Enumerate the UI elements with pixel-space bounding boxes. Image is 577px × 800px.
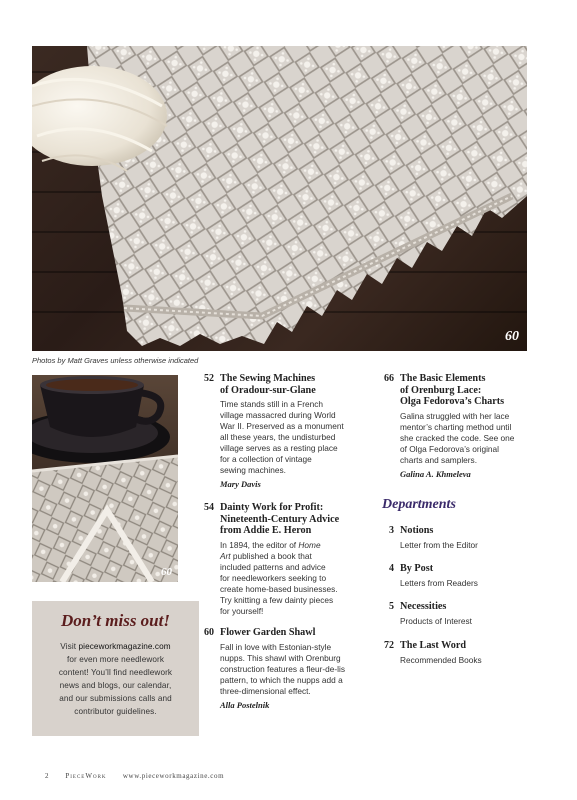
promo-title: Don’t miss out! xyxy=(61,611,170,630)
desc-line: Time stands still in a French xyxy=(220,399,323,409)
toc-page-number: 4 xyxy=(389,563,394,574)
desc-line: of Olga Fedorova’s original xyxy=(400,443,500,454)
desc-line: all these years, the undisturbed xyxy=(220,432,336,442)
toc-description xyxy=(220,642,345,697)
teacup-lace-photo xyxy=(32,375,178,582)
toc-page-number: 52 xyxy=(204,373,214,384)
desc-line: for needleworkers seeking to xyxy=(220,572,327,583)
toc-title: Necessities xyxy=(400,601,447,612)
toc-description xyxy=(220,540,339,617)
desc-line: included patterns and advice xyxy=(220,561,326,572)
hero-page-number: 60 xyxy=(505,329,519,344)
desc-text: In 1894, the editor of xyxy=(220,539,299,550)
desc-text: published a book that xyxy=(230,550,312,561)
toc-author: Alla Postelnik xyxy=(220,699,270,710)
promo-site-link[interactable]: pieceworkmagazine.com xyxy=(78,642,171,651)
desc-line: village massacred during World xyxy=(220,410,336,420)
toc-description xyxy=(400,411,514,466)
promo-line: news and blogs, our calendar, xyxy=(59,681,172,690)
hero-photo xyxy=(32,46,527,351)
desc-line: three-dimensional effect. xyxy=(220,685,311,696)
photo2-page-number: 60 xyxy=(161,566,172,578)
dont-miss-out-box xyxy=(32,601,199,736)
departments-heading: Departments xyxy=(382,497,456,512)
toc-title: The Last Word xyxy=(400,640,467,651)
desc-line: village serves as a resting place xyxy=(220,443,338,453)
toc-page-number: 72 xyxy=(384,640,394,651)
toc-title: The Basic Elements xyxy=(400,373,486,384)
desc-line: sewing machines. xyxy=(220,465,286,475)
footer-magazine-name: PieceWork xyxy=(65,772,107,780)
desc-line: create home-based businesses. xyxy=(220,583,338,594)
toc-title: from Addie E. Heron xyxy=(220,525,312,536)
promo-line: contributor guidelines. xyxy=(74,707,157,716)
desc-italic: Art xyxy=(220,550,231,561)
lace-shawl-illustration xyxy=(32,46,527,351)
desc-line: Galina struggled with her lace xyxy=(400,410,510,421)
toc-description: Letter from the Editor xyxy=(400,539,478,550)
toc-description: Letters from Readers xyxy=(400,577,478,588)
toc-page-number: 5 xyxy=(389,601,394,612)
toc-page-number: 3 xyxy=(389,525,394,536)
photo-credit: Photos by Matt Graves unless otherwise indicated xyxy=(32,356,199,365)
toc-title: of Oradour-sur-Glane xyxy=(220,384,316,396)
promo-body xyxy=(32,640,199,718)
toc-description: Recommended Books xyxy=(400,654,482,665)
teacup-illustration xyxy=(32,375,178,582)
toc-description xyxy=(220,399,344,476)
toc-description: Products of Interest xyxy=(400,615,472,626)
promo-line: and our submissions calls and xyxy=(59,694,172,703)
page-footer xyxy=(45,772,224,780)
toc-author: Galina A. Khmeleva xyxy=(400,468,471,479)
desc-italic: Home xyxy=(298,539,321,550)
desc-line: pattern, to which the nupps add a xyxy=(220,674,343,685)
footer-url[interactable]: www.pieceworkmagazine.com xyxy=(122,772,225,780)
toc-title: Nineteenth-Century Advice xyxy=(220,513,340,525)
promo-line: for even more needlework xyxy=(66,655,165,664)
desc-line: construction features a fleur-de-lis xyxy=(220,663,345,674)
desc-line: she cracked the code. See one xyxy=(400,432,515,443)
toc-title: of Orenburg Lace: xyxy=(400,384,482,396)
desc-line: charts and samplers. xyxy=(400,454,478,465)
toc-page-number: 66 xyxy=(384,373,394,384)
toc-title: Olga Fedorova’s Charts xyxy=(400,396,505,407)
toc-title: Flower Garden Shawl xyxy=(220,627,316,638)
promo-line: content! You’ll find needlework xyxy=(58,668,173,677)
toc-title: By Post xyxy=(400,563,434,574)
desc-line: Try knitting a few dainty pieces xyxy=(220,594,334,605)
promo-line: Visit xyxy=(60,642,79,651)
desc-line: Fall in love with Estonian-style xyxy=(220,641,332,652)
desc-line: for a collection of vintage xyxy=(220,454,312,464)
desc-line: mentor’s charting method until xyxy=(400,421,512,432)
desc-line: nupps. This shawl with Orenburg xyxy=(220,652,341,663)
toc-title: Notions xyxy=(400,525,434,536)
toc-title: The Sewing Machines xyxy=(220,373,316,384)
footer-page-number: 2 xyxy=(45,772,50,780)
toc-page-number: 60 xyxy=(204,627,214,638)
toc-title: Dainty Work for Profit: xyxy=(220,502,324,513)
toc-author: Mary Davis xyxy=(220,479,261,489)
desc-line: War II. Preserved as a monument xyxy=(220,421,344,431)
desc-line: for yourself! xyxy=(220,605,264,616)
toc-page-number: 54 xyxy=(204,502,214,513)
